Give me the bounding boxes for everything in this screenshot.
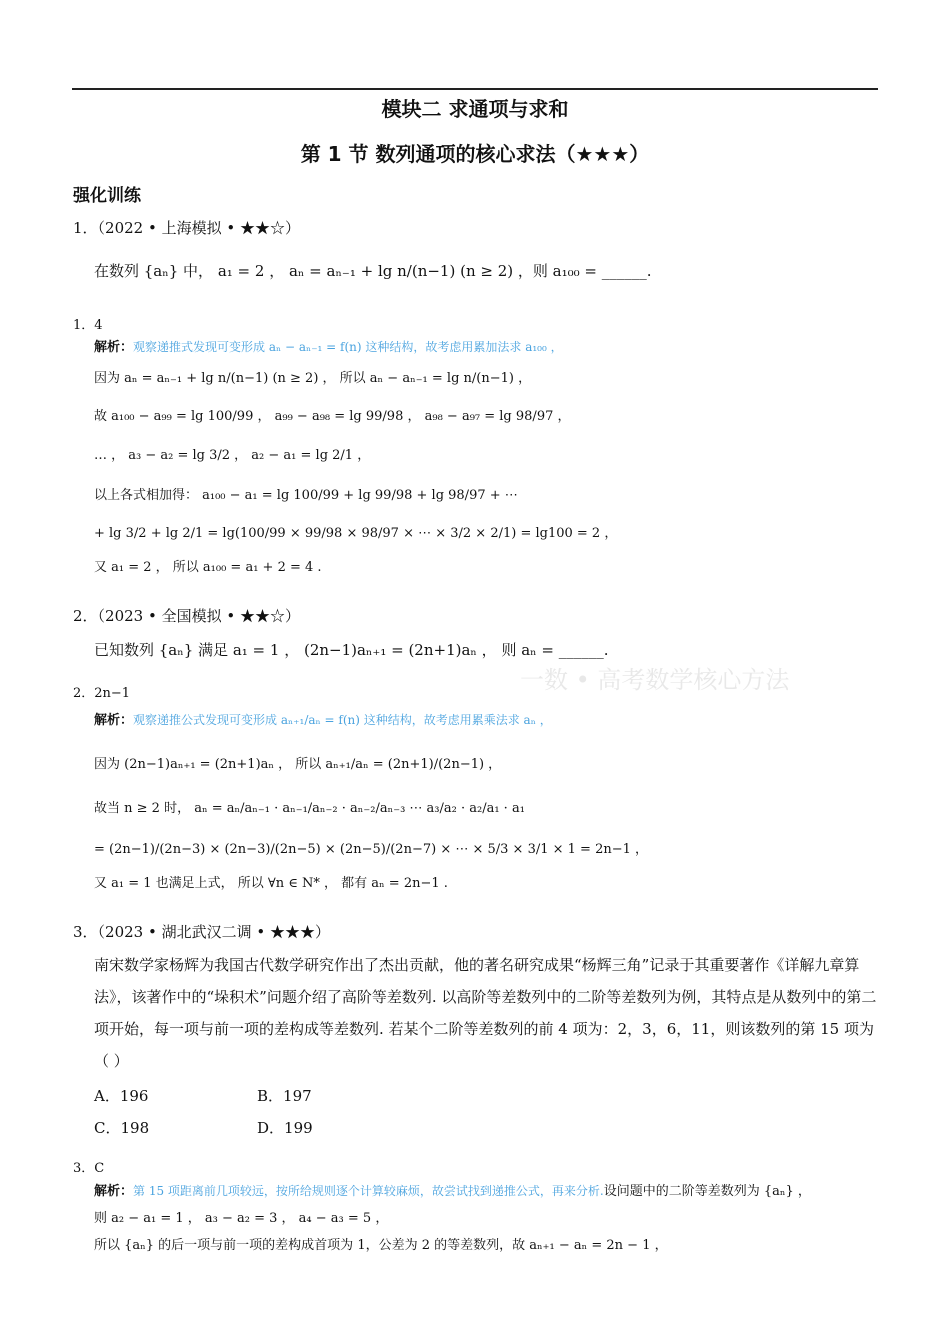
q1-line: 又 a₁ = 2 ， 所以 a₁₀₀ = a₁ + 2 = 4 . bbox=[94, 560, 322, 575]
q3-solution-head bbox=[94, 1180, 811, 1199]
q3-hint: 第 15 项距离前几项较远，按所给规则逐个计算较麻烦，故尝试找到递推公式，再来分析. bbox=[133, 1184, 604, 1198]
q3-option-d[interactable]: D．199 bbox=[257, 1119, 313, 1137]
q2-solution-head bbox=[94, 709, 552, 728]
q1-line: … ， a₃ − a₂ = lg 3/2 ， a₂ − a₁ = lg 2/1 ， bbox=[94, 448, 371, 463]
q1-line: 以上各式相加得： a₁₀₀ − a₁ = lg 100/99 + lg 99/98 + lg 98/97 + ⋯ bbox=[94, 488, 518, 503]
q2-stem: 已知数列 {aₙ} 满足 a₁ = 1 ， (2n−1)aₙ₊₁ = (2n+1)aₙ ， 则 aₙ = ______. bbox=[94, 641, 609, 659]
q1-hint: 观察递推式发现可变形成 aₙ − aₙ₋₁ = f(n) 这种结构，故考虑用累加法求 a₁₀₀ ， bbox=[133, 340, 563, 354]
q3-option-c[interactable]: C．198 bbox=[94, 1119, 150, 1137]
q1-line: 故 a₁₀₀ − a₉₉ = lg 100/99 ， a₉₉ − a₉₈ = lg 99/98 ， a₉₈ − a₉₇ = lg 98/97 ， bbox=[94, 409, 571, 424]
top-rule bbox=[72, 88, 878, 90]
q2-hint: 观察递推公式发现可变形成 aₙ₊₁/aₙ = f(n) 这种结构，故考虑用累乘法求 aₙ ， bbox=[133, 713, 552, 727]
watermark: 一数 • 高考数学核心方法 bbox=[520, 666, 790, 694]
q3-solution-label: 解析： bbox=[94, 1184, 134, 1199]
q3-hint-tail: 设问题中的二阶等差数列为 {aₙ} ， bbox=[603, 1184, 811, 1199]
q2-line: = (2n−1)/(2n−3) × (2n−3)/(2n−5) × (2n−5)/(2n−7) × ⋯ × 5/3 × 3/1 × 1 = 2n−1 ， bbox=[94, 842, 649, 857]
q1-line: + lg 3/2 + lg 2/1 = lg(100/99 × 99/98 × 98/97 × ⋯ × 3/2 × 2/1) = lg100 = 2 ， bbox=[94, 526, 618, 541]
q3-line: 则 a₂ − a₁ = 1 ， a₃ − a₂ = 3 ， a₄ − a₃ = 5 ， bbox=[94, 1211, 389, 1226]
q3-option-b[interactable]: B．197 bbox=[257, 1087, 312, 1105]
q3-option-a[interactable]: A．196 bbox=[94, 1087, 149, 1105]
q1-solution-label: 解析： bbox=[94, 340, 134, 355]
q3-answer: 3．C bbox=[73, 1161, 105, 1176]
q1-stem: 在数列 {aₙ} 中， a₁ = 2 ， aₙ = aₙ₋₁ + lg n/(n−1) (n ≥ 2) ，则 a₁₀₀ = ______. bbox=[94, 262, 652, 280]
q1-answer: 1．4 bbox=[73, 318, 103, 333]
q2-line: 故当 n ≥ 2 时， aₙ = aₙ/aₙ₋₁ · aₙ₋₁/aₙ₋₂ · aₙ₋₂/aₙ₋₃ ⋯ a₃/a₂ · a₂/a₁ · a₁ bbox=[94, 801, 525, 816]
q2-answer: 2．2n−1 bbox=[73, 686, 131, 701]
q2-line: 因为 (2n−1)aₙ₊₁ = (2n+1)aₙ ， 所以 aₙ₊₁/aₙ = (2n+1)/(2n−1) ， bbox=[94, 757, 502, 772]
module-title: 模块二 求通项与求和 bbox=[381, 97, 569, 121]
section-title: 第 1 节 数列通项的核心求法（★★★） bbox=[300, 142, 650, 166]
q1-tag: 1．（2022 • 上海模拟 • ★★☆） bbox=[73, 219, 300, 237]
q2-solution-label: 解析： bbox=[94, 713, 134, 728]
q1-line: 因为 aₙ = aₙ₋₁ + lg n/(n−1) (n ≥ 2) ， 所以 aₙ − aₙ₋₁ = lg n/(n−1) ， bbox=[94, 371, 532, 386]
q2-line: 又 a₁ = 1 也满足上式， 所以 ∀n ∈ N* ， 都有 aₙ = 2n−1 . bbox=[94, 876, 448, 891]
q3-line: 所以 {aₙ} 的后一项与前一项的差构成首项为 1，公差为 2 的等差数列，故 aₙ₊₁ − aₙ = 2n − 1 ， bbox=[94, 1238, 668, 1253]
training-heading: 强化训练 bbox=[73, 186, 141, 206]
q3-stem: 南宋数学家杨辉为我国古代数学研究作出了杰出贡献，他的著名研究成果“杨辉三角”记录于其重要著作《详解九章算法》，该著作中的“垛积术”问题介绍了高阶等差数列. 以高阶等差数列中的二阶等差数列为例，其特点是从数列中的第二项开始，每一项与前一项的差构成等差数列. 若某个二阶等差数列的前 4 项为：2，3，6，11，则该数列的第 15 项为（ ） bbox=[94, 956, 877, 1070]
q1-solution-head bbox=[94, 336, 563, 355]
q3-tag: 3．（2023 • 湖北武汉二调 • ★★★） bbox=[73, 923, 330, 941]
q2-tag: 2．（2023 • 全国模拟 • ★★☆） bbox=[73, 607, 300, 625]
